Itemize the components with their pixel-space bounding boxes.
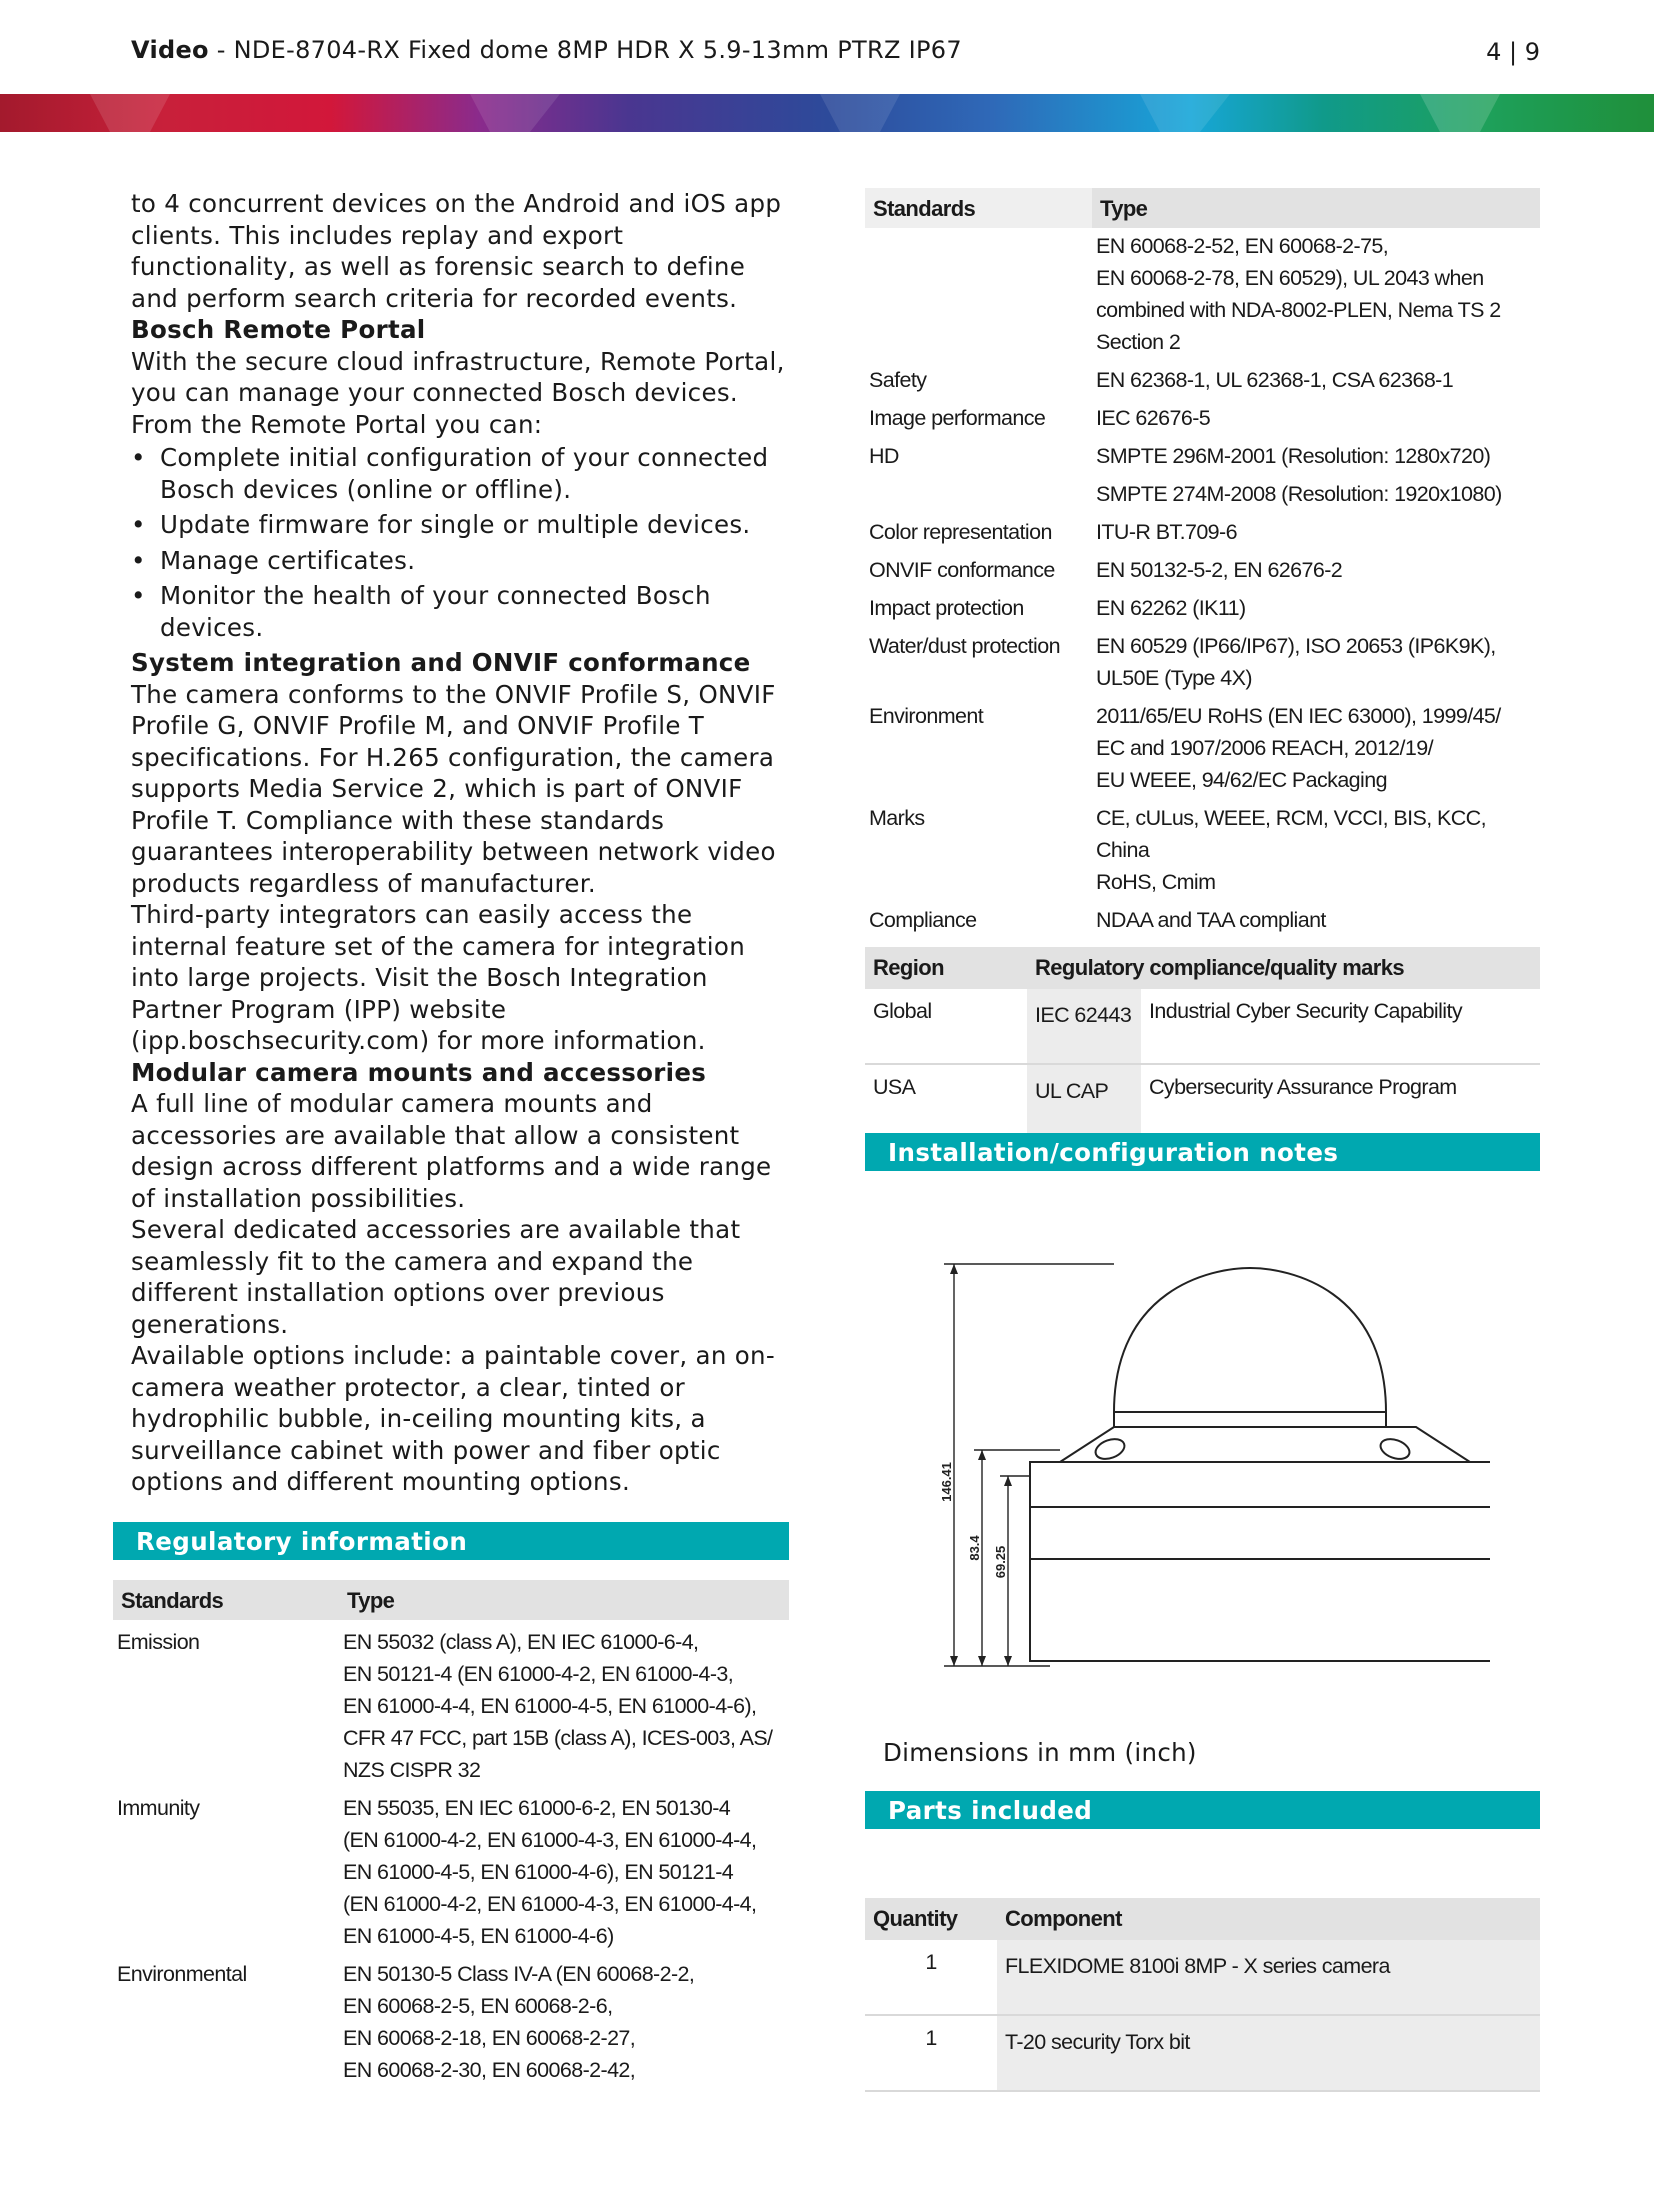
list-item: • Manage certificates. (131, 545, 791, 577)
regulatory-information-bar: Regulatory information (113, 1522, 789, 1560)
type-cell: EN 50132-5-2, EN 62676-2 (1096, 558, 1343, 582)
standard-cell (865, 228, 1092, 364)
standards-table-container (865, 188, 1540, 942)
column-header: Type (1092, 188, 1540, 228)
left-column (131, 188, 791, 1498)
standard-cell: Color representation (869, 520, 1052, 544)
housing-band-1 (1030, 1462, 1490, 1507)
regulatory-table (113, 1580, 789, 2092)
table-row (113, 1958, 789, 2092)
parts-table-container (865, 1898, 1540, 2092)
column-header: Standards (865, 188, 1092, 228)
quantity-cell: 1 (865, 2015, 997, 2091)
table-row (865, 904, 1540, 942)
mounts-text: A full line of modular camera mounts and accessories are available that allow a consistent design across different platforms and a wide range of installation possibilities. (131, 1089, 772, 1213)
table-row (865, 1064, 1540, 1140)
regulatory-table-container (113, 1580, 789, 2092)
region-table-container (865, 947, 1540, 1141)
housing-base (1030, 1559, 1490, 1661)
standard-cell: Image performance (869, 406, 1046, 430)
table-row (865, 364, 1540, 402)
table-row (865, 592, 1540, 630)
mark-description-cell: Industrial Cyber Security Capability (1141, 989, 1540, 1064)
table-header-row (865, 1898, 1540, 1940)
dimension-housing-height: 83.4 (967, 1535, 982, 1561)
housing-band-2 (1030, 1507, 1490, 1559)
list-item: • Monitor the health of your connected Bosch devices. (131, 580, 791, 643)
standard-cell: Marks (869, 806, 925, 830)
type-cell: EN 62368-1, UL 62368-1, CSA 62368-1 (1096, 368, 1454, 392)
standard-cell: HD (869, 444, 899, 468)
type-cell: EN 55035, EN IEC 61000-6-2, EN 50130-4 (EN 61000-4-2, EN 61000-4-3, EN 61000-4-4, EN 61000-4-5, EN 61000-4-6), EN 50121-4 (EN 61000-4-2, EN 61000-4-3, EN 61000-4-4, EN 61000-4-5, EN 61000-4-6) (343, 1796, 757, 1948)
camera-dimension-drawing (930, 1250, 1490, 1670)
column-header: Regulatory compliance/quality marks (1027, 947, 1540, 989)
table-row (865, 402, 1540, 440)
table-row (865, 802, 1540, 904)
table-row (865, 1940, 1540, 2015)
parts-included-bar: Parts included (865, 1791, 1540, 1829)
type-cell: SMPTE 274M-2008 (Resolution: 1920x1080) (1096, 482, 1502, 506)
mark-description-cell: Cybersecurity Assurance Program (1141, 1064, 1540, 1140)
options-text: Available options include: a paintable cover, an on-camera weather protector, a clear, tinted or hydrophilic bubble, in-ceiling mounting kits, a surveillance cabinet with power and fiber optic options and different mounting options. (131, 1341, 776, 1496)
column-header: Region (865, 947, 1027, 989)
table-header-row (113, 1580, 789, 1620)
list-item: • Complete initial configuration of your connected Bosch devices (online or offline). (131, 442, 791, 505)
remote-portal-heading: Bosch Remote Portal (131, 315, 426, 344)
table-row (865, 228, 1540, 364)
table-header-row (865, 188, 1540, 228)
standards-body (865, 228, 1540, 942)
mark-code-cell: UL CAP (1027, 1064, 1141, 1140)
intro-paragraph: to 4 concurrent devices on the Android and iOS app clients. This includes replay and export functionality, as well as forensic search to define and perform search criteria for recorded events. (131, 189, 782, 313)
column-header: Quantity (865, 1898, 997, 1940)
table-row (113, 1792, 789, 1958)
onvif-text: The camera conforms to the ONVIF Profile S, ONVIF Profile G, ONVIF Profile M, and ONVIF Profile T specifications. For H.265 configuration, the camera supports Media Service 2, which is part of ONVIF Profile T. Compliance with these standards guarantees interoperability between network video products regardless of manufacturer. (131, 679, 776, 898)
type-cell: EN 60068-2-52, EN 60068-2-75, EN 60068-2-78, EN 60529), UL 2043 when combined with NDA-8002-PLEN, Nema TS 2 Section 2 (1096, 234, 1501, 354)
dimension-base-height: 69.25 (993, 1545, 1008, 1579)
list-item: • Update firmware for single or multiple devices. (131, 509, 791, 541)
table-row (865, 478, 1540, 516)
type-cell: EN 55032 (class A), EN IEC 61000-6-4, EN 50121-4 (EN 61000-4-2, EN 61000-4-3, EN 61000-4-4, EN 61000-4-5, EN 61000-4-6), CFR 47 FCC, part 15B (class A), ICES-003, AS/ NZS CISPR 32 (343, 1630, 773, 1782)
dimension-total-height: 146.41 (939, 1462, 954, 1502)
type-cell: IEC 62676-5 (1096, 406, 1211, 430)
installation-notes-bar: Installation/configuration notes (865, 1133, 1540, 1171)
title-category: Video (131, 36, 209, 64)
region-table (865, 947, 1540, 1141)
standard-cell: Environment (869, 704, 984, 728)
component-cell: FLEXIDOME 8100i 8MP - X series camera (997, 1940, 1540, 2015)
standards-table (865, 188, 1540, 942)
table-row (865, 630, 1540, 700)
parts-table (865, 1898, 1540, 2092)
table-row (865, 989, 1540, 1064)
table-row (865, 516, 1540, 554)
table-row (865, 440, 1540, 478)
remote-portal-list (131, 442, 791, 643)
mark-code-cell: IEC 62443 (1027, 989, 1141, 1064)
standard-cell: Immunity (117, 1796, 200, 1820)
region-cell: Global (865, 989, 1027, 1064)
standard-cell: Impact protection (869, 596, 1024, 620)
table-row (113, 1620, 789, 1792)
type-cell: NDAA and TAA compliant (1096, 908, 1326, 932)
remote-portal-text: With the secure cloud infrastructure, Remote Portal, you can manage your connected Bosch devices. From the Remote Portal you can: (131, 346, 785, 439)
standard-cell: Compliance (869, 908, 977, 932)
component-cell: T-20 security Torx bit (997, 2015, 1540, 2091)
type-cell: ITU-R BT.709-6 (1096, 520, 1237, 544)
document-title (131, 36, 962, 64)
type-cell: EN 50130-5 Class IV-A (EN 60068-2-2, EN 60068-2-5, EN 60068-2-6, EN 60068-2-18, EN 60068-2-27, EN 60068-2-30, EN 60068-2-42, (343, 1962, 695, 2082)
type-cell: CE, cULus, WEEE, RCM, VCCI, BIS, KCC, China RoHS, Cmim (1096, 806, 1486, 894)
column-header: Type (339, 1580, 789, 1620)
dome-outline (1114, 1268, 1386, 1412)
accessories-text: Several dedicated accessories are available that seamlessly fit to the camera and expand the different installation options over previous generations. (131, 1215, 741, 1339)
standard-cell: Water/dust protection (869, 634, 1060, 658)
type-cell: EN 60529 (IP66/IP67), ISO 20653 (IP6K9K), UL50E (Type 4X) (1096, 634, 1496, 690)
type-cell: EN 62262 (IK11) (1096, 596, 1246, 620)
table-row (865, 700, 1540, 802)
mounts-heading: Modular camera mounts and accessories (131, 1057, 707, 1087)
onvif-heading: System integration and ONVIF conformance (131, 648, 751, 677)
standard-cell: Emission (117, 1630, 200, 1654)
screw-hole-left (1093, 1435, 1127, 1462)
dimensions-caption: Dimensions in mm (inch) (883, 1738, 1197, 1767)
column-header: Component (997, 1898, 1540, 1940)
type-cell: 2011/65/EU RoHS (EN IEC 63000), 1999/45/ EC and 1907/2006 REACH, 2012/19/ EU WEEE, 94/62/EC Packaging (1096, 704, 1501, 792)
table-row (865, 554, 1540, 592)
type-cell: SMPTE 296M-2001 (Resolution: 1280x720) (1096, 444, 1491, 468)
integrators-text: Third-party integrators can easily access the internal feature set of the camera for integration into large projects. Visit the Bosch Integration Partner Program (IPP) website (ipp.boschsecurity.com) for more information. (131, 900, 746, 1055)
region-cell: USA (865, 1064, 1027, 1140)
quantity-cell: 1 (865, 1940, 997, 2015)
standard-cell: ONVIF conformance (869, 558, 1055, 582)
page-number: 4 | 9 (1486, 38, 1540, 66)
title-product: - NDE-8704-RX Fixed dome 8MP HDR X 5.9-13mm PTRZ IP67 (208, 36, 962, 64)
standard-cell: Safety (869, 368, 927, 392)
table-header-row (865, 947, 1540, 989)
standard-cell: Environmental (117, 1962, 247, 1986)
brand-color-band (0, 94, 1654, 132)
table-row (865, 2015, 1540, 2091)
standard-cell (865, 478, 1092, 516)
column-header: Standards (113, 1580, 339, 1620)
screw-hole-right (1378, 1435, 1412, 1462)
